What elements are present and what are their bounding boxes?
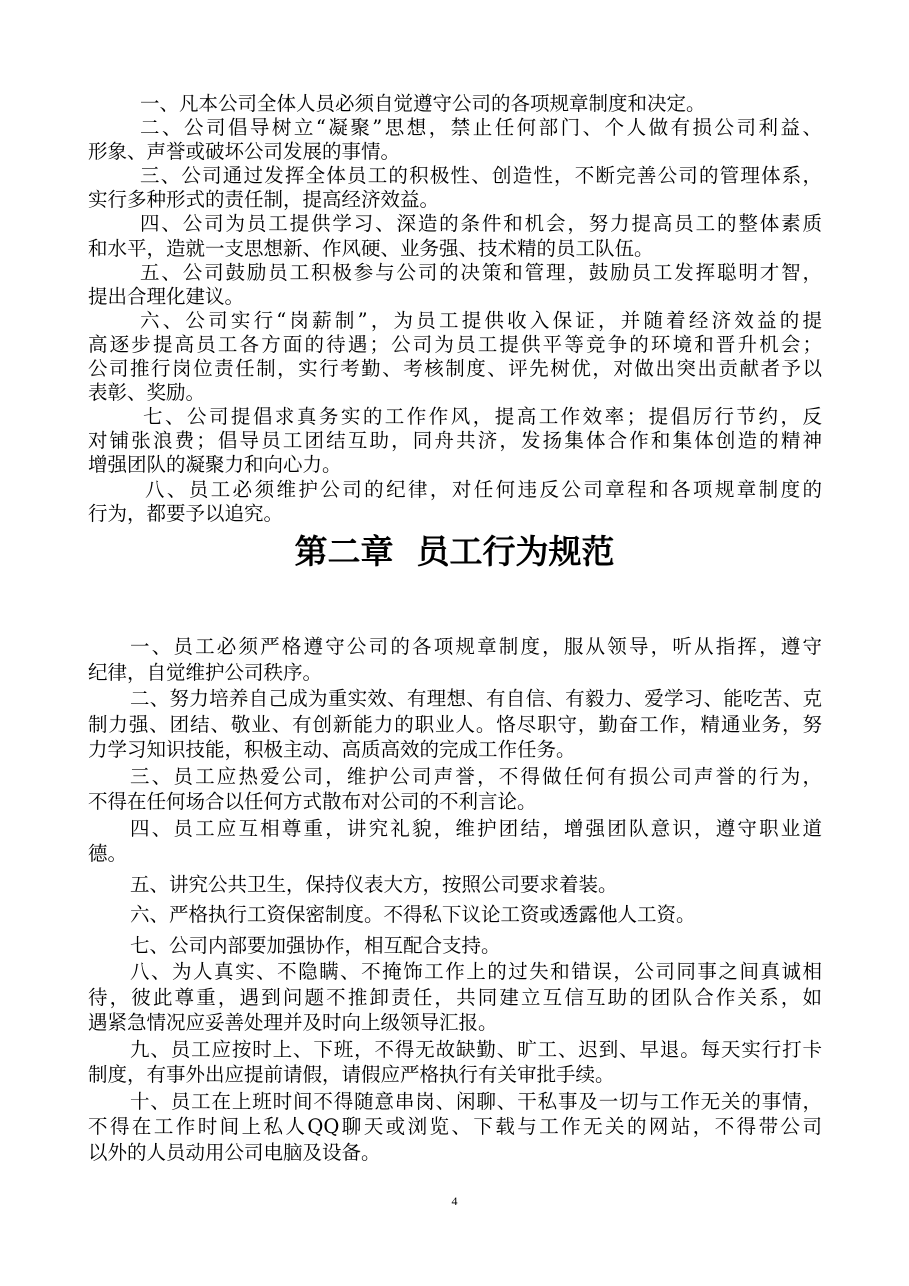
rule-8 <box>88 959 822 1036</box>
rule-3 <box>88 764 822 815</box>
chapter-heading: 第二章 员工行为规范 <box>294 532 615 571</box>
text-line: 不得在工作时间上私人QQ聊天或浏览、下载与工作无关的网站，不得带公司 <box>88 1115 822 1138</box>
text-line: 遇紧急情况应妥善处理并及时向上级领导汇报。 <box>88 1011 498 1034</box>
article-1 <box>88 92 822 116</box>
article-8 <box>88 478 822 526</box>
text-line: 表彰、奖励。 <box>88 381 206 405</box>
text-line: 力学习知识技能，积极主动、高质高效的完成工作任务。 <box>88 738 576 761</box>
text-line: 提出合理化建议。 <box>88 284 245 308</box>
page-number: 4 <box>451 1194 458 1208</box>
text-line: 一、凡本公司全体人员必须自觉遵守公司的各项规章制度和决定。 <box>140 92 706 115</box>
text-line: 对铺张浪费；倡导员工团结互助，同舟共济，发扬集体合作和集体创造的精神 <box>88 429 822 453</box>
text-line: 形象、声誉或破坏公司发展的事情。 <box>88 140 401 164</box>
text-line: 五、讲究公共卫生，保持仪表大方，按照公司要求着装。 <box>130 872 618 896</box>
text-line: 八、员工必须维护公司的纪律，对任何违反公司章程和各项规章制度的 <box>145 477 822 501</box>
text-line: 一、员工必须严格遵守公司的各项规章制度，服从领导，听从指挥，遵守 <box>130 635 822 658</box>
text-line: 不得在任何场合以任何方式散布对公司的不利言论。 <box>88 790 537 813</box>
rule-9 <box>88 1037 822 1088</box>
text-line: 高逐步提高员工各方面的待遇；公司为员工提供平等竞争的环境和晋升机会； <box>88 332 822 356</box>
rule-1 <box>88 634 822 685</box>
article-2 <box>88 116 822 164</box>
text-line: 行为，都要予以追究。 <box>88 501 284 525</box>
text-line: 二、努力培养自己成为重实效、有理想、有自信、有毅力、爱学习、能吃苦、克 <box>130 687 822 710</box>
text-line: 三、公司通过发挥全体员工的积极性、创造性，不断完善公司的管理体系， <box>140 164 822 188</box>
rule-5 <box>88 872 822 898</box>
text-line: 七、公司内部要加强协作，相互配合支持。 <box>130 933 501 957</box>
article-3 <box>88 164 822 212</box>
text-line: 六、公司实行“岗薪制”，为员工提供收入保证，并随着经济效益的提 <box>140 308 822 332</box>
text-line: 十、员工在上班时间不得随意串岗、闲聊、干私事及一切与工作无关的事情， <box>130 1089 822 1113</box>
article-7 <box>88 405 822 477</box>
text-line: 四、公司为员工提供学习、深造的条件和机会，努力提高员工的整体素质 <box>140 212 822 236</box>
rule-6 <box>88 902 822 928</box>
text-line: 增强团队的凝聚力和向心力。 <box>88 453 342 477</box>
article-4 <box>88 212 822 260</box>
text-line: 三、员工应热爱公司，维护公司声誉，不得做任何有损公司声誉的行为， <box>130 764 822 788</box>
text-line: 公司推行岗位责任制，实行考勤、考核制度、评先树优，对做出突出贡献者予以 <box>88 357 822 381</box>
text-line: 六、严格执行工资保密制度。不得私下议论工资或透露他人工资。 <box>130 903 696 926</box>
text-line: 五、公司鼓励员工积极参与公司的决策和管理，鼓励员工发挥聪明才智， <box>140 260 822 284</box>
text-line: 和水平，造就一支思想新、作风硬、业务强、技术精的员工队伍。 <box>88 236 654 260</box>
text-line: 待，彼此尊重，遇到问题不推卸责任，共同建立互信互助的团队合作关系，如 <box>88 985 822 1009</box>
conduct-rules-section <box>88 634 822 1165</box>
rule-2 <box>88 686 822 763</box>
text-line: 制力强、团结、敬业、有创新能力的职业人。恪尽职守，勤奋工作，精通业务，努 <box>88 712 822 736</box>
text-line: 以外的人员动用公司电脑及设备。 <box>88 1140 381 1164</box>
rule-4 <box>88 816 822 867</box>
article-6 <box>88 309 822 405</box>
article-5 <box>88 261 822 309</box>
text-line: 实行多种形式的责任制，提高经济效益。 <box>88 188 440 212</box>
general-principles-section <box>88 92 822 526</box>
text-line: 八、为人真实、不隐瞒、不掩饰工作上的过失和错误，公司同事之间真诚相 <box>130 960 822 983</box>
text-line: 制度，有事外出应提前请假，请假应严格执行有关审批手续。 <box>88 1063 615 1086</box>
text-line: 纪律，自觉维护公司秩序。 <box>88 660 323 684</box>
text-line: 四、员工应互相尊重，讲究礼貌，维护团结，增强团队意识，遵守职业道 <box>130 816 822 840</box>
text-line: 德。 <box>88 842 128 865</box>
rule-10 <box>88 1089 822 1166</box>
text-line: 九、员工应按时上、下班，不得无故缺勤、旷工、迟到、早退。每天实行打卡 <box>130 1037 822 1061</box>
rule-7 <box>88 933 822 959</box>
text-line: 二、公司倡导树立“凝聚”思想，禁止任何部门、个人做有损公司利益、 <box>140 116 822 140</box>
text-line: 七、公司提倡求真务实的工作作风，提高工作效率；提倡厉行节约，反 <box>143 405 822 429</box>
